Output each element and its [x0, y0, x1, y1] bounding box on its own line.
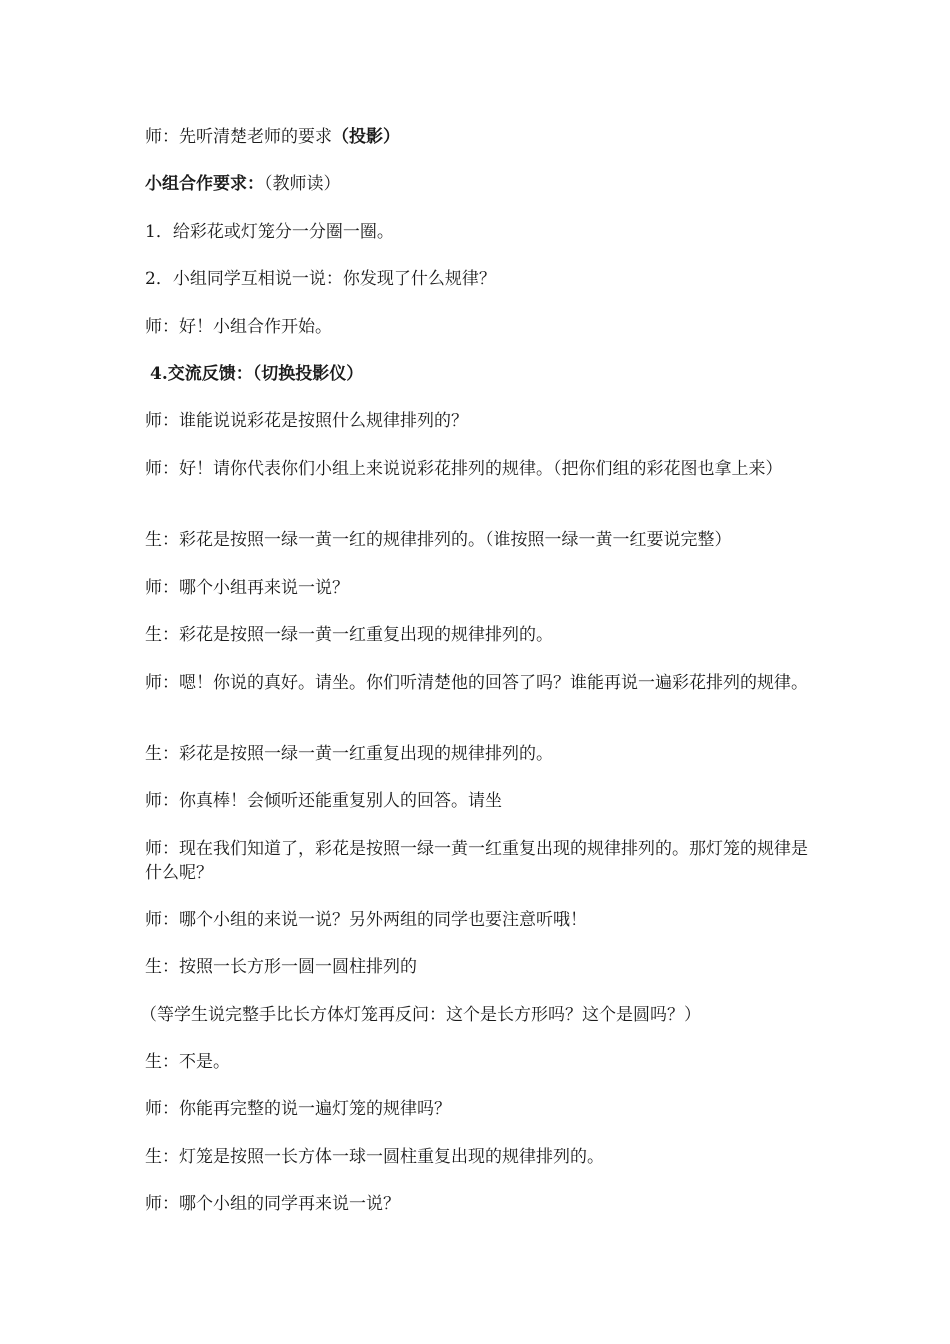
- paragraph-heading: 小组合作要求：: [145, 174, 264, 194]
- paragraph-text: 生：彩花是按照一绿一黄一红重复出现的规律排列的。: [145, 744, 553, 764]
- paragraph-stage-direction: [140, 1003, 805, 1027]
- paragraph-line: [145, 789, 810, 813]
- paragraph-text: 师：嗯！你说的真好。请坐。你们听清楚他的回答了吗？谁能再说一遍彩花排列的规律。: [145, 673, 808, 693]
- paragraph-text: 师：哪个小组的来说一说？另外两组的同学也要注意听哦！: [145, 910, 587, 930]
- paragraph-text: 生：按照一长方形一圆一圆柱排列的: [145, 957, 417, 977]
- paragraph-line: [145, 1145, 810, 1169]
- paragraph-group-requirements: [145, 172, 810, 196]
- paragraph-start: [145, 315, 810, 339]
- paragraph-text: 师：好！请你代表你们小组上来说说彩花排列的规律。（把你们组的彩花图也拿上来）: [145, 459, 783, 479]
- paragraph-teacher-instruction: [145, 125, 810, 149]
- paragraph-line: [145, 742, 810, 766]
- paragraph-line: [145, 837, 810, 885]
- paragraph-line: [145, 409, 810, 433]
- paragraph-text: 2．小组同学互相说一说：你发现了什么规律？: [145, 269, 496, 289]
- paragraph-text: 师：哪个小组的同学再来说一说？: [145, 1194, 400, 1214]
- paragraph-line: [145, 908, 810, 932]
- paragraph-requirement-1: [145, 220, 810, 244]
- paragraph-line: [145, 576, 810, 600]
- paragraph-text: 师：谁能说说彩花是按照什么规律排列的？: [145, 411, 468, 431]
- paragraph-note: （教师读）: [264, 174, 341, 194]
- paragraph-text: 师：现在我们知道了，彩花是按照一绿一黄一红重复出现的规律排列的。那灯笼的规律是什么呢？: [145, 839, 808, 883]
- paragraph-text: 师：你真棒！会倾听还能重复别人的回答。请坐: [145, 791, 502, 811]
- paragraph-line: [145, 623, 810, 647]
- paragraph-text: 4.交流反馈：（切换投影仪）: [150, 364, 364, 384]
- paragraph-text: 师：哪个小组再来说一说？: [145, 578, 349, 598]
- paragraph-text: （等学生说完整手比长方体灯笼再反问：这个是长方形吗？这个是圆吗？）: [140, 1005, 701, 1025]
- paragraph-line: [145, 1097, 810, 1121]
- section-heading-feedback: [150, 362, 815, 386]
- paragraph-line: [145, 1192, 810, 1216]
- paragraph-text: 生：彩花是按照一绿一黄一红的规律排列的。（谁按照一绿一黄一红要说完整）: [145, 530, 732, 550]
- paragraph-text: 生：不是。: [145, 1052, 230, 1072]
- paragraph-line: [145, 528, 810, 552]
- paragraph-text: 生：灯笼是按照一长方体一球一圆柱重复出现的规律排列的。: [145, 1147, 604, 1167]
- paragraph-text: 师：你能再完整的说一遍灯笼的规律吗？: [145, 1099, 451, 1119]
- paragraph-bold-note: （投影）: [332, 127, 400, 147]
- paragraph-text: 1．给彩花或灯笼分一分圈一圈。: [145, 222, 394, 242]
- paragraph-line: [145, 457, 810, 481]
- paragraph-text: 生：彩花是按照一绿一黄一红重复出现的规律排列的。: [145, 625, 553, 645]
- paragraph-line: [145, 1050, 810, 1074]
- paragraph-text: 师：好！小组合作开始。: [145, 317, 332, 337]
- paragraph-line: [145, 671, 810, 695]
- paragraph-requirement-2: [145, 267, 810, 291]
- paragraph-line: [145, 955, 810, 979]
- paragraph-text: 师：先听清楚老师的要求: [145, 127, 332, 147]
